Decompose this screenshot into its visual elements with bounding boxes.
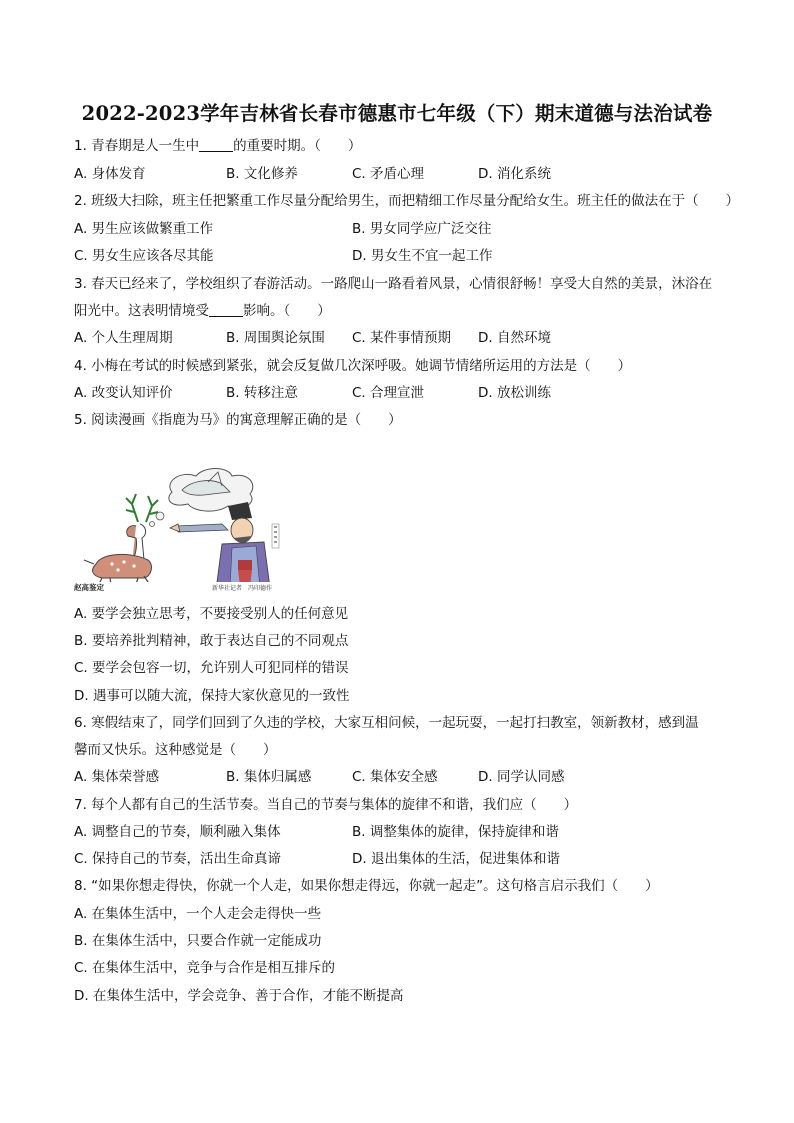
cartoon-illustration <box>72 464 300 592</box>
cartoon-caption-right: 新华社记者 冯印德作 <box>212 585 273 592</box>
question-8-option-d[interactable]: D. 在集体生活中，学会竞争、善于合作，才能不断提高 <box>74 988 404 1004</box>
question-3-option-a[interactable]: A. 个人生理周期 <box>74 330 173 346</box>
question-1-option-d[interactable]: D. 消化系统 <box>478 166 551 182</box>
question-1-option-a[interactable]: A. 身体发育 <box>74 166 146 182</box>
question-7-option-a[interactable]: A. 调整自己的节奏，顺利融入集体 <box>74 824 281 840</box>
question-6-option-b[interactable]: B. 集体归属感 <box>226 769 312 785</box>
question-2-option-b[interactable]: B. 男女同学应广泛交往 <box>352 221 492 237</box>
question-4-stem: 4. 小梅在考试的时候感到紧张，就会反复做几次深呼吸。她调节情绪所运用的方法是（ ） <box>74 358 632 374</box>
question-3-stem-line1: 3. 春天已经来了，学校组织了春游活动。一路爬山一路看着风景，心情很舒畅！享受大自然的美景，沐浴在 <box>74 276 713 292</box>
question-6-stem-line1: 6. 寒假结束了，同学们回到了久违的学校，大家互相问候，一起玩耍，一起打扫教室，领新教材，感到温 <box>74 715 699 731</box>
question-7-option-b[interactable]: B. 调整集体的旋律，保持旋律和谐 <box>352 824 559 840</box>
question-5-option-a[interactable]: A. 要学会独立思考，不要接受别人的任何意见 <box>74 606 349 622</box>
question-8-option-a[interactable]: A. 在集体生活中，一个人走会走得快一些 <box>74 906 322 922</box>
question-7-stem: 7. 每个人都有自己的生活节奏。当自己的节奏与集体的旋律不和谐，我们应（ ） <box>74 797 578 813</box>
question-3-stem-line2 <box>74 302 331 320</box>
question-6-option-d[interactable]: D. 同学认同感 <box>478 769 565 785</box>
question-6-stem-line2: 馨而又快乐。这种感觉是（ ） <box>74 742 277 758</box>
question-8-option-b[interactable]: B. 在集体生活中，只要合作就一定能成功 <box>74 933 322 949</box>
question-5-option-c[interactable]: C. 要学会包容一切，允许别人可犯同样的错误 <box>74 660 349 676</box>
fill-blank <box>209 302 243 317</box>
question-3-option-c[interactable]: C. 某件事情预期 <box>352 330 452 346</box>
question-4-option-b[interactable]: B. 转移注意 <box>226 385 298 401</box>
question-1-option-c[interactable]: C. 矛盾心理 <box>352 166 425 182</box>
question-2-option-a[interactable]: A. 男生应该做繁重工作 <box>74 221 214 237</box>
question-5-option-d[interactable]: D. 遇事可以随大流，保持大家伙意见的一致性 <box>74 688 350 704</box>
question-4-option-a[interactable]: A. 改变认知评价 <box>74 385 173 401</box>
question-6-option-a[interactable]: A. 集体荣誉感 <box>74 769 160 785</box>
question-7-option-d[interactable]: D. 退出集体的生活，促进集体和谐 <box>352 851 560 867</box>
question-5-stem: 5. 阅读漫画《指鹿为马》的寓意理解正确的是（ ） <box>74 412 402 428</box>
question-6-option-c[interactable]: C. 集体安全感 <box>352 769 438 785</box>
question-3-option-b[interactable]: B. 周围舆论氛围 <box>226 330 325 346</box>
question-4-option-d[interactable]: D. 放松训练 <box>478 385 551 401</box>
question-8-option-c[interactable]: C. 在集体生活中，竞争与合作是相互排斥的 <box>74 960 336 976</box>
question-4-option-c[interactable]: C. 合理宣泄 <box>352 385 425 401</box>
question-2-option-c[interactable]: C. 男女生应该各尽其能 <box>74 248 214 264</box>
page-title: 2022-2023学年吉林省长春市德惠市七年级（下）期末道德与法治试卷 <box>81 102 713 125</box>
cartoon-caption-left: 赵高鉴定 <box>74 583 104 592</box>
question-3-option-d[interactable]: D. 自然环境 <box>478 330 551 346</box>
cartoon-deer-horse <box>72 464 300 592</box>
question-3-stem-post: 影响。（ ） <box>243 303 331 319</box>
question-8-stem: 8. “如果你想走得快，你就一个人走，如果你想走得远，你就一起走”。这句格言启示我们（ ） <box>74 878 659 894</box>
question-1-stem <box>74 137 361 155</box>
question-7-option-c[interactable]: C. 保持自己的节奏，活出生命真谛 <box>74 851 282 867</box>
fill-blank <box>199 137 233 152</box>
question-1-stem-pre: 1. 青春期是人一生中 <box>74 138 200 154</box>
question-2-stem: 2. 班级大扫除，班主任把繁重工作尽量分配给男生，而把精细工作尽量分配给女生。班主任的做法在于（ ） <box>74 193 740 209</box>
question-1-stem-post: 的重要时期。（ ） <box>233 138 362 154</box>
question-3-stem-pre: 阳光中。这表明情境受 <box>74 303 209 319</box>
question-1-option-b[interactable]: B. 文化修养 <box>226 166 298 182</box>
question-2-option-d[interactable]: D. 男女生不宜一起工作 <box>352 248 493 264</box>
question-5-option-b[interactable]: B. 要培养批判精神，敢于表达自己的不同观点 <box>74 633 349 649</box>
